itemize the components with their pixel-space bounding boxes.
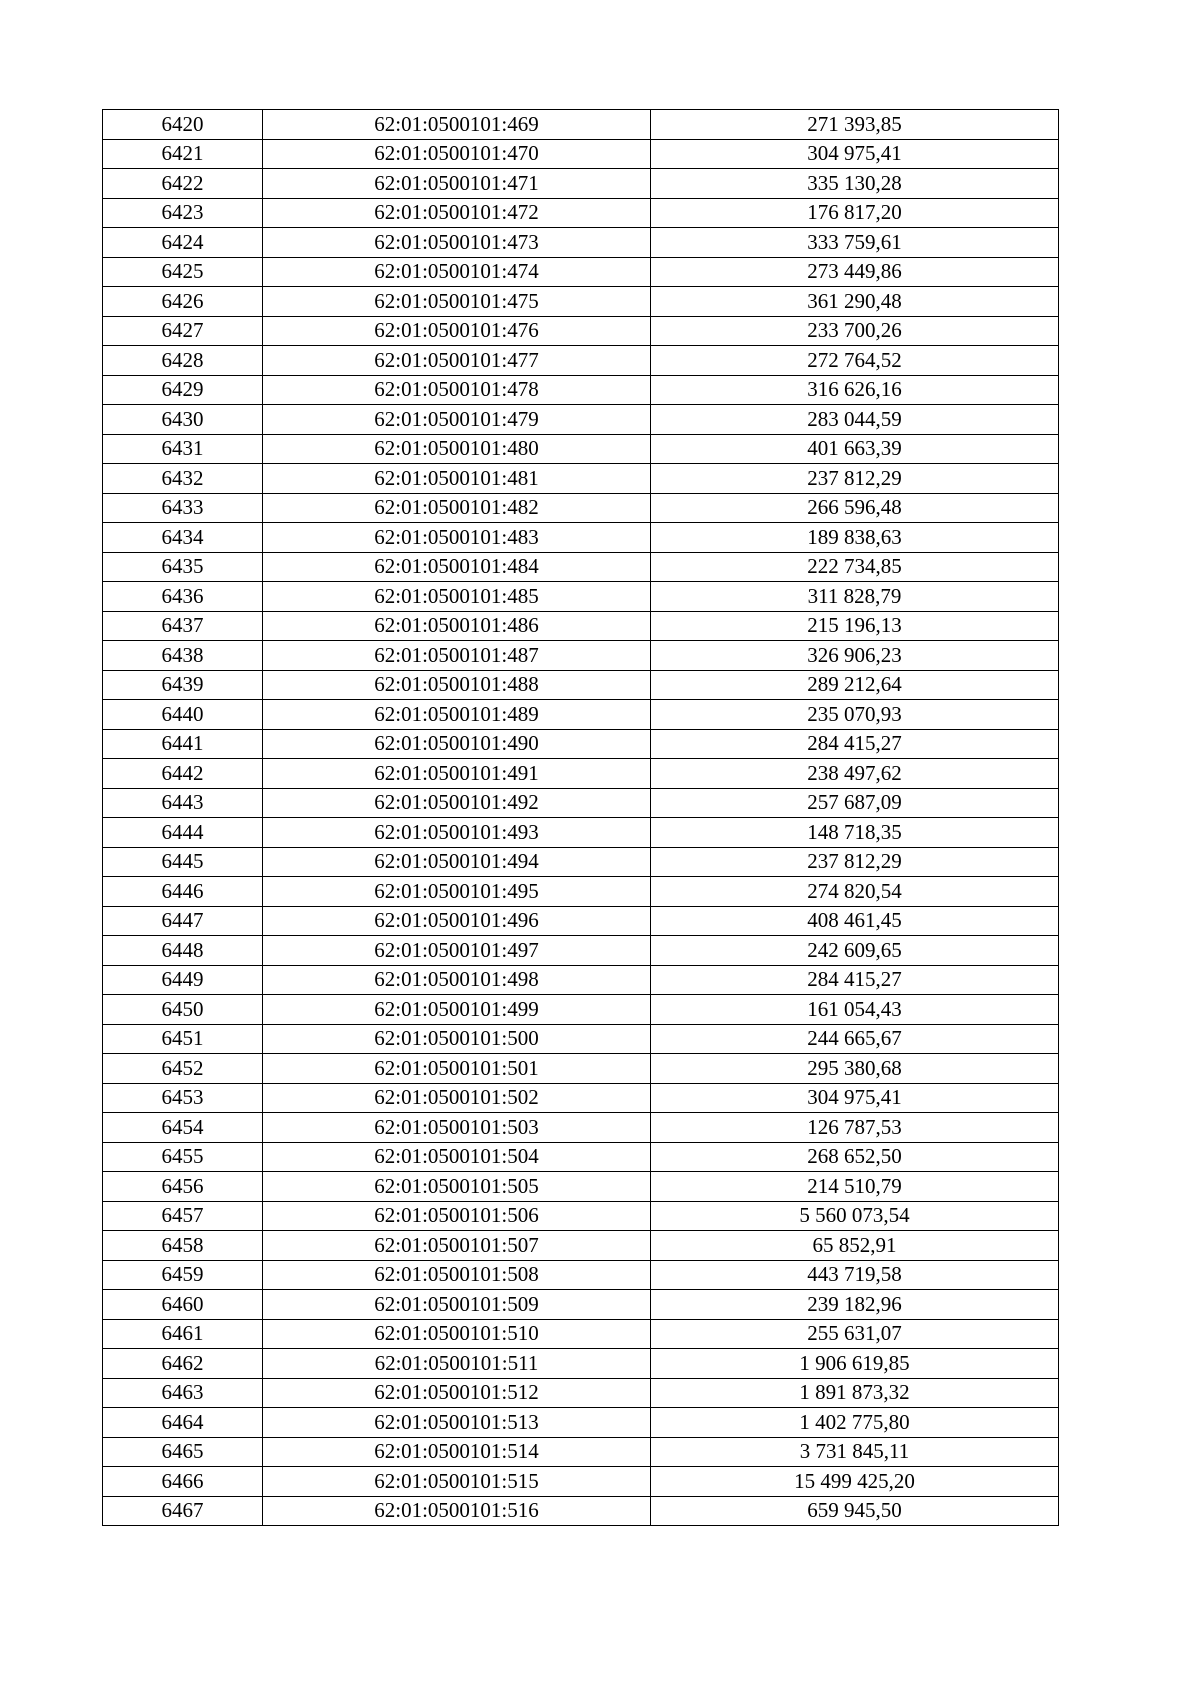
value-cell: 273 449,86 [651, 257, 1059, 287]
table-row [103, 228, 1059, 258]
row-number-cell: 6425 [103, 257, 263, 287]
row-number-cell: 6464 [103, 1408, 263, 1438]
row-number-cell: 6427 [103, 316, 263, 346]
cadastral-number-cell: 62:01:0500101:483 [263, 523, 651, 553]
row-number-cell: 6455 [103, 1142, 263, 1172]
row-number-cell: 6439 [103, 670, 263, 700]
row-number-cell: 6467 [103, 1496, 263, 1526]
row-number-cell: 6431 [103, 434, 263, 464]
cadastral-number-cell: 62:01:0500101:490 [263, 729, 651, 759]
cadastral-number-cell: 62:01:0500101:507 [263, 1231, 651, 1261]
cadastral-number-cell: 62:01:0500101:486 [263, 611, 651, 641]
row-number-cell: 6465 [103, 1437, 263, 1467]
cadastral-number-cell: 62:01:0500101:497 [263, 936, 651, 966]
value-cell: 304 975,41 [651, 139, 1059, 169]
row-number-cell: 6441 [103, 729, 263, 759]
row-number-cell: 6424 [103, 228, 263, 258]
value-cell: 161 054,43 [651, 995, 1059, 1025]
row-number-cell: 6458 [103, 1231, 263, 1261]
value-cell: 3 731 845,11 [651, 1437, 1059, 1467]
row-number-cell: 6436 [103, 582, 263, 612]
value-cell: 1 906 619,85 [651, 1349, 1059, 1379]
value-cell: 65 852,91 [651, 1231, 1059, 1261]
table-row [103, 1024, 1059, 1054]
table-row [103, 641, 1059, 671]
table-row [103, 965, 1059, 995]
table-row [103, 552, 1059, 582]
cadastral-number-cell: 62:01:0500101:489 [263, 700, 651, 730]
value-cell: 215 196,13 [651, 611, 1059, 641]
value-cell: 189 838,63 [651, 523, 1059, 553]
cadastral-number-cell: 62:01:0500101:512 [263, 1378, 651, 1408]
table-row [103, 257, 1059, 287]
table-row [103, 1260, 1059, 1290]
cadastral-number-cell: 62:01:0500101:513 [263, 1408, 651, 1438]
cadastral-number-cell: 62:01:0500101:475 [263, 287, 651, 317]
table-row [103, 169, 1059, 199]
value-cell: 271 393,85 [651, 110, 1059, 140]
value-cell: 361 290,48 [651, 287, 1059, 317]
value-cell: 272 764,52 [651, 346, 1059, 376]
row-number-cell: 6466 [103, 1467, 263, 1497]
table-row [103, 139, 1059, 169]
row-number-cell: 6429 [103, 375, 263, 405]
row-number-cell: 6459 [103, 1260, 263, 1290]
table-row [103, 1319, 1059, 1349]
table-body [103, 110, 1059, 1526]
row-number-cell: 6432 [103, 464, 263, 494]
table-row [103, 729, 1059, 759]
row-number-cell: 6460 [103, 1290, 263, 1320]
table-row [103, 700, 1059, 730]
value-cell: 316 626,16 [651, 375, 1059, 405]
cadastral-number-cell: 62:01:0500101:495 [263, 877, 651, 907]
value-cell: 283 044,59 [651, 405, 1059, 435]
row-number-cell: 6430 [103, 405, 263, 435]
row-number-cell: 6450 [103, 995, 263, 1025]
row-number-cell: 6447 [103, 906, 263, 936]
row-number-cell: 6444 [103, 818, 263, 848]
value-cell: 304 975,41 [651, 1083, 1059, 1113]
row-number-cell: 6422 [103, 169, 263, 199]
value-cell: 238 497,62 [651, 759, 1059, 789]
value-cell: 222 734,85 [651, 552, 1059, 582]
table-row [103, 464, 1059, 494]
value-cell: 289 212,64 [651, 670, 1059, 700]
cadastral-number-cell: 62:01:0500101:501 [263, 1054, 651, 1084]
value-cell: 1 891 873,32 [651, 1378, 1059, 1408]
table-row [103, 877, 1059, 907]
value-cell: 659 945,50 [651, 1496, 1059, 1526]
value-cell: 255 631,07 [651, 1319, 1059, 1349]
row-number-cell: 6442 [103, 759, 263, 789]
row-number-cell: 6446 [103, 877, 263, 907]
value-cell: 237 812,29 [651, 847, 1059, 877]
table-row [103, 375, 1059, 405]
table-row [103, 1496, 1059, 1526]
cadastral-number-cell: 62:01:0500101:471 [263, 169, 651, 199]
cadastral-number-cell: 62:01:0500101:516 [263, 1496, 651, 1526]
value-cell: 443 719,58 [651, 1260, 1059, 1290]
table-row [103, 847, 1059, 877]
cadastral-number-cell: 62:01:0500101:485 [263, 582, 651, 612]
row-number-cell: 6440 [103, 700, 263, 730]
cadastral-number-cell: 62:01:0500101:496 [263, 906, 651, 936]
table-row [103, 198, 1059, 228]
row-number-cell: 6438 [103, 641, 263, 671]
cadastral-number-cell: 62:01:0500101:506 [263, 1201, 651, 1231]
cadastral-number-cell: 62:01:0500101:472 [263, 198, 651, 228]
value-cell: 235 070,93 [651, 700, 1059, 730]
table-row [103, 1054, 1059, 1084]
cadastral-number-cell: 62:01:0500101:508 [263, 1260, 651, 1290]
cadastral-number-cell: 62:01:0500101:503 [263, 1113, 651, 1143]
table-row [103, 1231, 1059, 1261]
row-number-cell: 6451 [103, 1024, 263, 1054]
value-cell: 274 820,54 [651, 877, 1059, 907]
table-row [103, 1083, 1059, 1113]
value-cell: 326 906,23 [651, 641, 1059, 671]
table-row [103, 346, 1059, 376]
cadastral-number-cell: 62:01:0500101:477 [263, 346, 651, 376]
table-row [103, 995, 1059, 1025]
row-number-cell: 6461 [103, 1319, 263, 1349]
row-number-cell: 6456 [103, 1172, 263, 1202]
row-number-cell: 6437 [103, 611, 263, 641]
table-row [103, 405, 1059, 435]
table-row [103, 788, 1059, 818]
table-row [103, 287, 1059, 317]
cadastral-number-cell: 62:01:0500101:505 [263, 1172, 651, 1202]
table-row [103, 1201, 1059, 1231]
row-number-cell: 6454 [103, 1113, 263, 1143]
table-row [103, 1349, 1059, 1379]
cadastral-number-cell: 62:01:0500101:474 [263, 257, 651, 287]
table-row [103, 759, 1059, 789]
cadastral-value-table [102, 109, 1059, 1526]
value-cell: 295 380,68 [651, 1054, 1059, 1084]
cadastral-number-cell: 62:01:0500101:498 [263, 965, 651, 995]
table-row [103, 1142, 1059, 1172]
row-number-cell: 6423 [103, 198, 263, 228]
value-cell: 214 510,79 [651, 1172, 1059, 1202]
value-cell: 239 182,96 [651, 1290, 1059, 1320]
value-cell: 284 415,27 [651, 729, 1059, 759]
cadastral-number-cell: 62:01:0500101:473 [263, 228, 651, 258]
value-cell: 401 663,39 [651, 434, 1059, 464]
table-row [103, 434, 1059, 464]
cadastral-number-cell: 62:01:0500101:482 [263, 493, 651, 523]
value-cell: 237 812,29 [651, 464, 1059, 494]
cadastral-number-cell: 62:01:0500101:469 [263, 110, 651, 140]
table-row [103, 582, 1059, 612]
cadastral-number-cell: 62:01:0500101:488 [263, 670, 651, 700]
row-number-cell: 6421 [103, 139, 263, 169]
value-cell: 311 828,79 [651, 582, 1059, 612]
value-cell: 257 687,09 [651, 788, 1059, 818]
cadastral-number-cell: 62:01:0500101:492 [263, 788, 651, 818]
row-number-cell: 6453 [103, 1083, 263, 1113]
value-cell: 148 718,35 [651, 818, 1059, 848]
cadastral-number-cell: 62:01:0500101:470 [263, 139, 651, 169]
table-row [103, 936, 1059, 966]
cadastral-number-cell: 62:01:0500101:493 [263, 818, 651, 848]
row-number-cell: 6452 [103, 1054, 263, 1084]
table-row [103, 670, 1059, 700]
cadastral-number-cell: 62:01:0500101:479 [263, 405, 651, 435]
cadastral-number-cell: 62:01:0500101:494 [263, 847, 651, 877]
cadastral-number-cell: 62:01:0500101:502 [263, 1083, 651, 1113]
row-number-cell: 6445 [103, 847, 263, 877]
table-row [103, 1113, 1059, 1143]
value-cell: 5 560 073,54 [651, 1201, 1059, 1231]
table-row [103, 1408, 1059, 1438]
table-row [103, 110, 1059, 140]
table-row [103, 611, 1059, 641]
value-cell: 233 700,26 [651, 316, 1059, 346]
value-cell: 242 609,65 [651, 936, 1059, 966]
row-number-cell: 6434 [103, 523, 263, 553]
table-row [103, 1467, 1059, 1497]
table-row [103, 1290, 1059, 1320]
value-cell: 335 130,28 [651, 169, 1059, 199]
value-cell: 268 652,50 [651, 1142, 1059, 1172]
cadastral-number-cell: 62:01:0500101:491 [263, 759, 651, 789]
cadastral-number-cell: 62:01:0500101:484 [263, 552, 651, 582]
cadastral-number-cell: 62:01:0500101:487 [263, 641, 651, 671]
value-cell: 15 499 425,20 [651, 1467, 1059, 1497]
cadastral-number-cell: 62:01:0500101:515 [263, 1467, 651, 1497]
table-row [103, 906, 1059, 936]
row-number-cell: 6426 [103, 287, 263, 317]
cadastral-number-cell: 62:01:0500101:478 [263, 375, 651, 405]
value-cell: 408 461,45 [651, 906, 1059, 936]
table-row [103, 523, 1059, 553]
row-number-cell: 6433 [103, 493, 263, 523]
value-cell: 333 759,61 [651, 228, 1059, 258]
value-cell: 284 415,27 [651, 965, 1059, 995]
row-number-cell: 6448 [103, 936, 263, 966]
cadastral-number-cell: 62:01:0500101:480 [263, 434, 651, 464]
value-cell: 244 665,67 [651, 1024, 1059, 1054]
row-number-cell: 6435 [103, 552, 263, 582]
row-number-cell: 6428 [103, 346, 263, 376]
cadastral-number-cell: 62:01:0500101:504 [263, 1142, 651, 1172]
cadastral-number-cell: 62:01:0500101:476 [263, 316, 651, 346]
cadastral-number-cell: 62:01:0500101:499 [263, 995, 651, 1025]
cadastral-number-cell: 62:01:0500101:510 [263, 1319, 651, 1349]
table-row [103, 1172, 1059, 1202]
cadastral-number-cell: 62:01:0500101:511 [263, 1349, 651, 1379]
row-number-cell: 6463 [103, 1378, 263, 1408]
value-cell: 126 787,53 [651, 1113, 1059, 1143]
value-cell: 176 817,20 [651, 198, 1059, 228]
table-row [103, 818, 1059, 848]
row-number-cell: 6462 [103, 1349, 263, 1379]
row-number-cell: 6420 [103, 110, 263, 140]
value-cell: 1 402 775,80 [651, 1408, 1059, 1438]
table-row [103, 1378, 1059, 1408]
table-row [103, 1437, 1059, 1467]
cadastral-number-cell: 62:01:0500101:500 [263, 1024, 651, 1054]
row-number-cell: 6443 [103, 788, 263, 818]
cadastral-number-cell: 62:01:0500101:514 [263, 1437, 651, 1467]
value-cell: 266 596,48 [651, 493, 1059, 523]
row-number-cell: 6449 [103, 965, 263, 995]
row-number-cell: 6457 [103, 1201, 263, 1231]
table-row [103, 316, 1059, 346]
table-row [103, 493, 1059, 523]
cadastral-number-cell: 62:01:0500101:509 [263, 1290, 651, 1320]
cadastral-number-cell: 62:01:0500101:481 [263, 464, 651, 494]
